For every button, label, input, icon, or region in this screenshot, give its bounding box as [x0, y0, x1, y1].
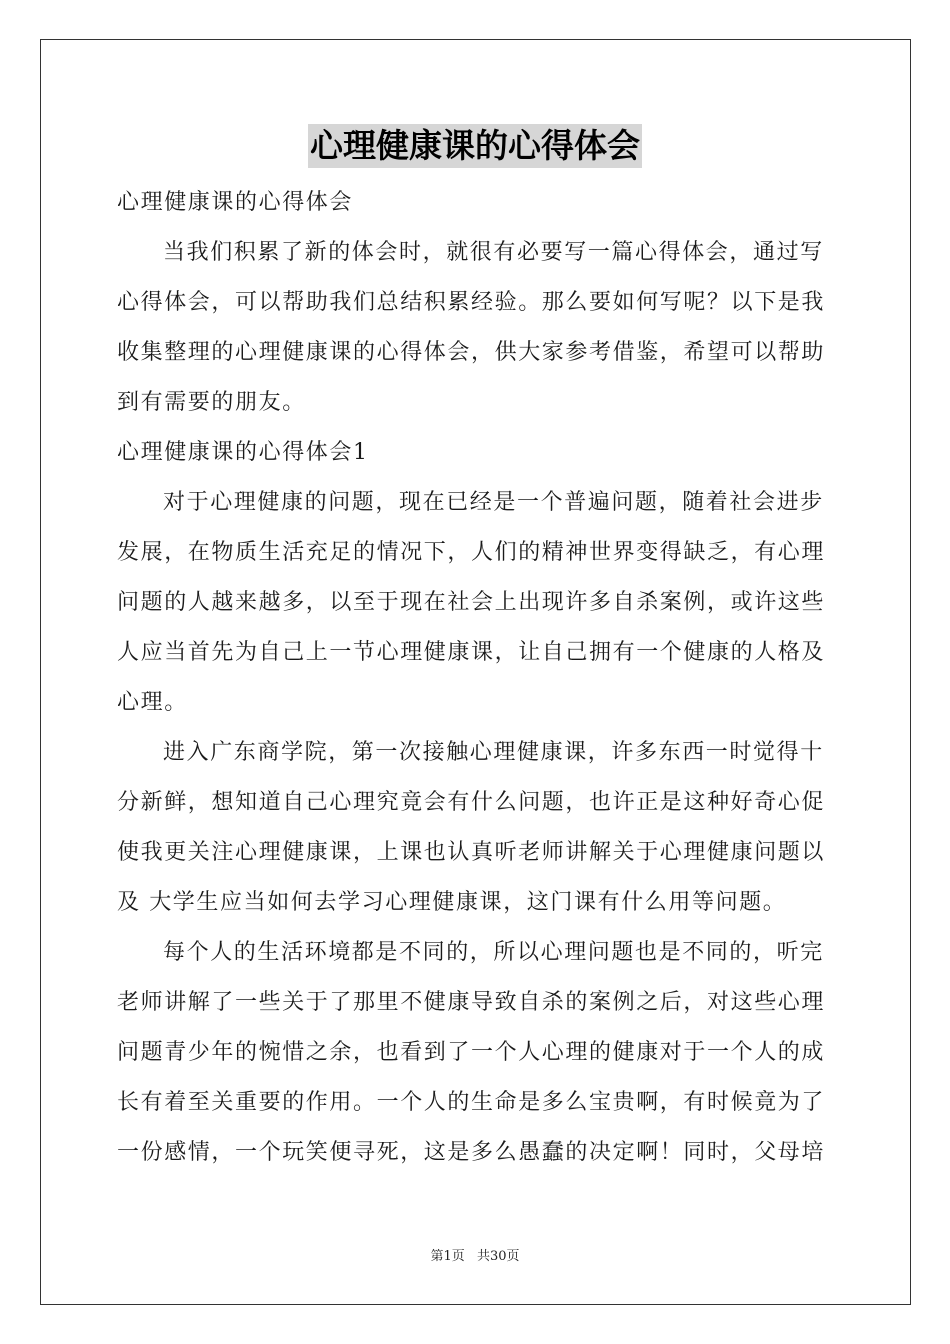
document-body: [117, 178, 835, 1178]
title-container: [0, 124, 950, 168]
paragraph-line: 心理。: [117, 690, 188, 715]
section-heading: 心理健康课的心得体会1: [117, 440, 369, 465]
paragraph-line: 人应当首先为自己上一节心理健康课，让自己拥有一个健康的人格及: [117, 640, 826, 665]
paragraph-line: 收集整理的心理健康课的心得体会，供大家参考借鉴，希望可以帮助: [117, 340, 826, 365]
paragraph-line: 发展，在物质生活充足的情况下，人们的精神世界变得缺乏，有心理: [117, 540, 826, 565]
paragraph-line: 问题的人越来越多，以至于现在社会上出现许多自杀案例，或许这些: [117, 590, 826, 615]
page-number: 第1页: [430, 1249, 465, 1264]
paragraph-line: 到有需要的朋友。: [117, 390, 306, 415]
paragraph-1: [117, 478, 835, 728]
page-footer: [0, 1245, 950, 1264]
paragraph-2: [117, 728, 835, 928]
paragraph-line: 当我们积累了新的体会时，就很有必要写一篇心得体会，通过写: [163, 240, 824, 265]
document-title: 心理健康课的心得体会: [308, 124, 642, 168]
paragraph-line: 进入广东商学院，第一次接触心理健康课，许多东西一时觉得十: [163, 740, 824, 765]
paragraph-line: 使我更关注心理健康课，上课也认真听老师讲解关于心理健康问题以: [117, 840, 826, 865]
paragraph-line: 分新鲜，想知道自己心理究竟会有什么问题，也许正是这种好奇心促: [117, 790, 826, 815]
document-subtitle: 心理健康课的心得体会: [117, 190, 354, 215]
paragraph-line: 长有着至关重要的作用。一个人的生命是多么宝贵啊，有时候竟为了: [117, 1090, 826, 1115]
paragraph-line: 老师讲解了一些关于了那里不健康导致自杀的案例之后，对这些心理: [117, 990, 826, 1015]
page-total: 共30页: [476, 1249, 520, 1264]
paragraph-line: 每个人的生活环境都是不同的，所以心理问题也是不同的，听完: [163, 940, 824, 965]
paragraph-line: 问题青少年的惋惜之余，也看到了一个人心理的健康对于一个人的成: [117, 1040, 826, 1065]
intro-paragraph: [117, 228, 835, 428]
paragraph-line: 心得体会，可以帮助我们总结积累经验。那么要如何写呢？以下是我: [117, 290, 826, 315]
paragraph-line: 及 大学生应当如何去学习心理健康课，这门课有什么用等问题。: [117, 890, 787, 915]
paragraph-line: 对于心理健康的问题，现在已经是一个普遍问题，随着社会进步: [163, 490, 824, 515]
paragraph-3: [117, 928, 835, 1178]
paragraph-line: 一份感情，一个玩笑便寻死，这是多么愚蠢的决定啊！同时，父母培: [117, 1140, 826, 1165]
